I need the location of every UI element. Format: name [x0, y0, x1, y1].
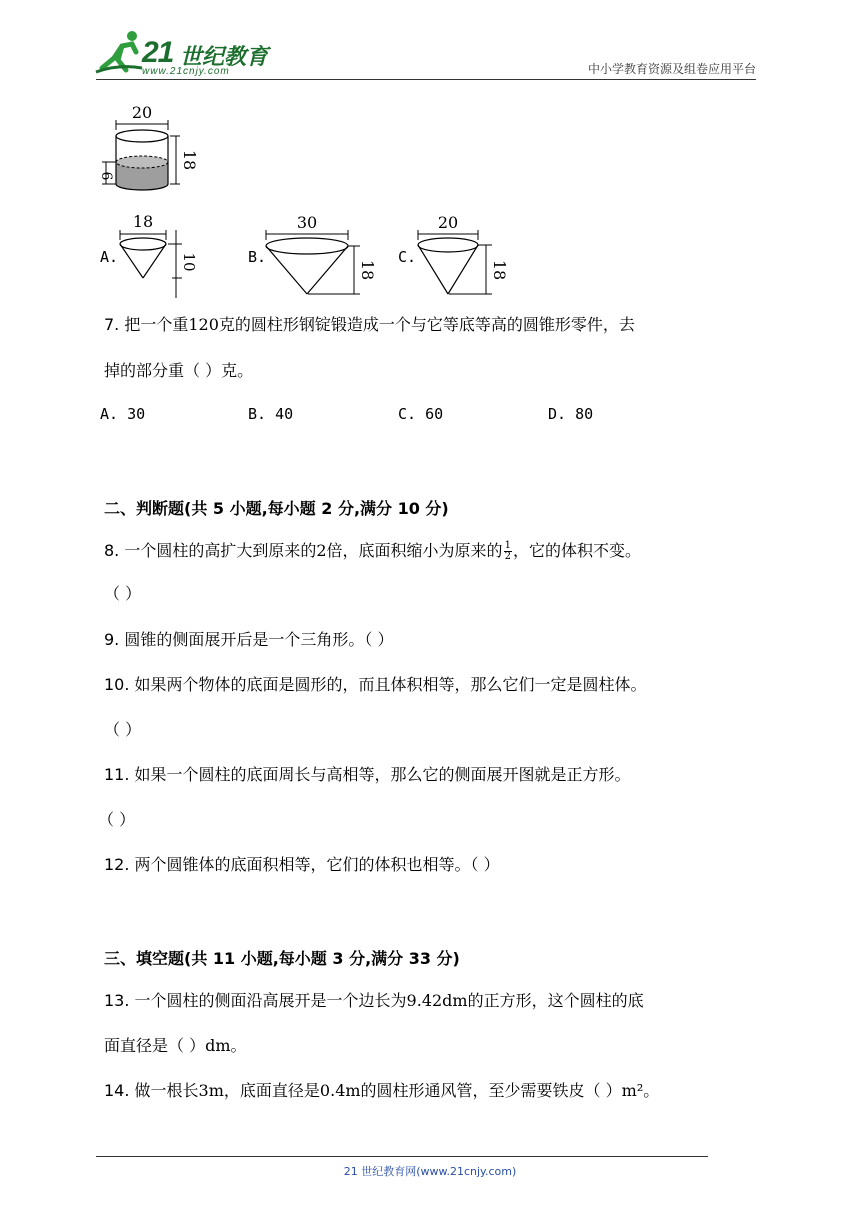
cone-option-b	[262, 210, 377, 300]
logo-url: www.21cnjy.com	[142, 66, 230, 77]
question-13-line-1: 13. 一个圆柱的侧面沿高展开是一个边长为9.42dm的正方形，这个圆柱的底	[104, 991, 644, 1010]
cone-b-diameter-label: 30	[296, 213, 318, 232]
running-man-icon	[92, 28, 144, 78]
cone-option-a	[110, 210, 200, 300]
question-10-answer-paren: （ ）	[104, 720, 142, 739]
logo-text: 世纪教育	[180, 45, 269, 70]
figure-option-b-letter: B.	[248, 248, 267, 266]
logo-number: 21	[142, 36, 174, 69]
water-height-label: 6	[98, 171, 114, 181]
cone-a-diameter-label: 18	[132, 212, 154, 231]
question-9: 9. 圆锥的侧面展开后是一个三角形。（ ）	[104, 630, 394, 649]
cone-a-height-label: 10	[180, 252, 198, 272]
cylinder-height-label: 18	[180, 149, 199, 171]
question-14: 14. 做一根长3m，底面直径是0.4m的圆柱形通风管，至少需要铁皮（ ）m²。	[104, 1081, 660, 1100]
question-7-line-2: 掉的部分重（ ）克。	[104, 361, 254, 380]
cone-option-c	[412, 210, 512, 300]
question-12: 12. 两个圆锥体的底面积相等，它们的体积也相等。（ ）	[104, 855, 500, 874]
q7-option-b: B. 40	[248, 405, 294, 423]
figure-option-c-letter: C.	[398, 248, 417, 266]
footer-divider	[96, 1156, 708, 1157]
question-10: 10. 如果两个物体的底面是圆形的，而且体积相等，那么它们一定是圆柱体。	[104, 675, 647, 694]
cylinder-figure	[96, 100, 206, 200]
question-11-answer-paren: （ ）	[98, 810, 136, 829]
fraction-one-half: $\frac{1}{2}$	[504, 540, 511, 562]
section-2-title: 二、判断题(共 5 小题,每小题 2 分,满分 10 分)	[104, 499, 449, 518]
cone-c-height-label: 18	[490, 259, 509, 281]
question-11: 11. 如果一个圆柱的底面周长与高相等，那么它的侧面展开图就是正方形。	[104, 765, 631, 784]
question-8: 8. 一个圆柱的高扩大到原来的2倍，底面积缩小为原来的 $\frac{1}{2}$ ，它的体积不变。	[104, 540, 641, 562]
cone-b-height-label: 18	[358, 259, 377, 281]
figure-option-a-letter: A.	[100, 248, 119, 266]
header-platform-text: 中小学教育资源及组卷应用平台	[587, 62, 756, 76]
question-8-answer-paren: （ ）	[104, 584, 142, 603]
q7-option-c: C. 60	[398, 405, 444, 423]
question-7-line-1: 7. 把一个重120克的圆柱形钢锭锻造成一个与它等底等高的圆锥形零件，去	[104, 315, 635, 334]
footer-site-text: 21 世纪教育网(www.21cnjy.com)	[343, 1165, 517, 1178]
header-divider	[96, 79, 756, 80]
q7-option-a: A. 30	[100, 405, 146, 423]
question-13-line-2: 面直径是（ ）dm。	[104, 1036, 247, 1055]
section-3-title: 三、填空题(共 11 小题,每小题 3 分,满分 33 分)	[104, 949, 460, 968]
cone-c-diameter-label: 20	[437, 213, 459, 232]
cylinder-diameter-label: 20	[131, 103, 153, 122]
q7-option-d: D. 80	[548, 405, 594, 423]
